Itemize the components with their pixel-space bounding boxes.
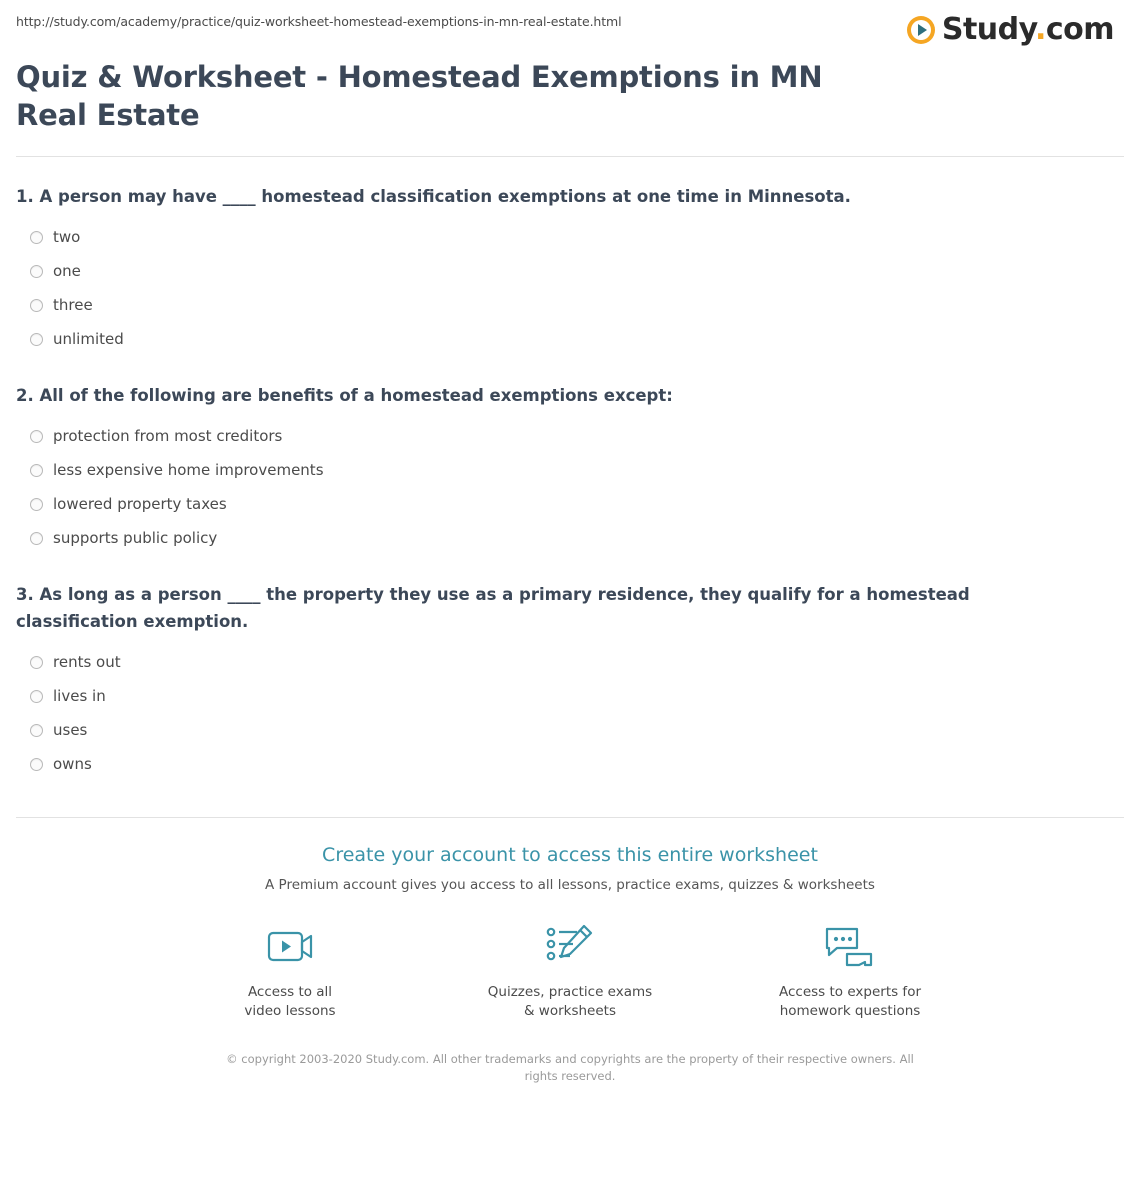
answer-label: uses xyxy=(53,721,88,739)
radio-button-icon[interactable] xyxy=(30,724,43,737)
page-url: http://study.com/academy/practice/quiz-worksheet-homestead-exemptions-in-mn-real-estate.html xyxy=(16,14,622,29)
promo-headline[interactable]: Create your account to access this entire worksheet xyxy=(322,844,818,866)
answer-label: lives in xyxy=(53,687,106,705)
answer-option[interactable] xyxy=(16,713,1124,747)
answer-label: lowered property taxes xyxy=(53,495,227,513)
video-play-icon xyxy=(205,921,375,973)
answer-option[interactable] xyxy=(16,288,1124,322)
radio-button-icon[interactable] xyxy=(30,758,43,771)
answer-option[interactable] xyxy=(16,679,1124,713)
answer-label: rents out xyxy=(53,653,121,671)
feature-label-line2: & worksheets xyxy=(523,1003,616,1019)
title-divider xyxy=(16,156,1124,157)
radio-button-icon[interactable] xyxy=(30,430,43,443)
page-header xyxy=(16,0,1124,47)
feature-label-line1: Access to all xyxy=(247,984,333,1000)
answer-label: less expensive home improvements xyxy=(53,461,324,479)
feature-experts xyxy=(765,921,935,1021)
feature-quizzes xyxy=(485,921,655,1021)
feature-label-line1: Quizzes, practice exams xyxy=(487,984,653,1000)
question-text: 1. A person may have ____ homestead classification exemptions at one time in Minnesota. xyxy=(16,187,851,206)
radio-button-icon[interactable] xyxy=(30,265,43,278)
page-title: Quiz & Worksheet - Homestead Exemptions in MN Real Estate xyxy=(16,60,823,132)
promo-subhead: A Premium account gives you access to all lessons, practice exams, quizzes & worksheets xyxy=(265,877,875,893)
answer-option[interactable] xyxy=(16,521,1124,555)
question-text: 2. All of the following are benefits of a homestead exemptions except: xyxy=(16,386,673,405)
brand-tld: com xyxy=(1045,12,1114,47)
answer-label: supports public policy xyxy=(53,529,218,547)
answer-option[interactable] xyxy=(16,322,1124,356)
radio-button-icon[interactable] xyxy=(30,532,43,545)
brand-dot: . xyxy=(1034,12,1046,47)
play-circle-icon xyxy=(907,16,935,44)
chat-bubbles-icon xyxy=(765,921,935,973)
answer-label: protection from most creditors xyxy=(53,427,283,445)
copyright-text: © copyright 2003-2020 Study.com. All other trademarks and copyrights are the property of their respective owners. All rights reserved. xyxy=(226,1052,914,1083)
question-block xyxy=(16,581,1124,781)
answer-label: unlimited xyxy=(53,330,124,348)
radio-button-icon[interactable] xyxy=(30,464,43,477)
answer-option[interactable] xyxy=(16,747,1124,781)
feature-label-line1: Access to experts for xyxy=(778,984,921,1000)
answer-option[interactable] xyxy=(16,254,1124,288)
brand-name: Study xyxy=(941,12,1035,47)
study-com-logo[interactable] xyxy=(907,12,1124,47)
radio-button-icon[interactable] xyxy=(30,656,43,669)
premium-promo xyxy=(16,818,1124,1085)
feature-video-lessons xyxy=(205,921,375,1021)
answer-option[interactable] xyxy=(16,453,1124,487)
answer-label: two xyxy=(53,228,81,246)
answer-label: owns xyxy=(53,755,92,773)
radio-button-icon[interactable] xyxy=(30,231,43,244)
radio-button-icon[interactable] xyxy=(30,498,43,511)
answer-option[interactable] xyxy=(16,419,1124,453)
answer-option[interactable] xyxy=(16,487,1124,521)
quiz-checklist-pencil-icon xyxy=(485,921,655,973)
question-block xyxy=(16,183,1124,356)
question-block xyxy=(16,382,1124,555)
answer-label: one xyxy=(53,262,81,280)
question-text: 3. As long as a person ____ the property they use as a primary residence, they qualify for a homestead classification exemption. xyxy=(16,585,970,631)
feature-label-line2: video lessons xyxy=(244,1003,336,1019)
radio-button-icon[interactable] xyxy=(30,333,43,346)
answer-option[interactable] xyxy=(16,220,1124,254)
answer-label: three xyxy=(53,296,93,314)
feature-label-line2: homework questions xyxy=(779,1003,921,1019)
radio-button-icon[interactable] xyxy=(30,690,43,703)
radio-button-icon[interactable] xyxy=(30,299,43,312)
promo-features xyxy=(16,921,1124,1021)
answer-option[interactable] xyxy=(16,645,1124,679)
